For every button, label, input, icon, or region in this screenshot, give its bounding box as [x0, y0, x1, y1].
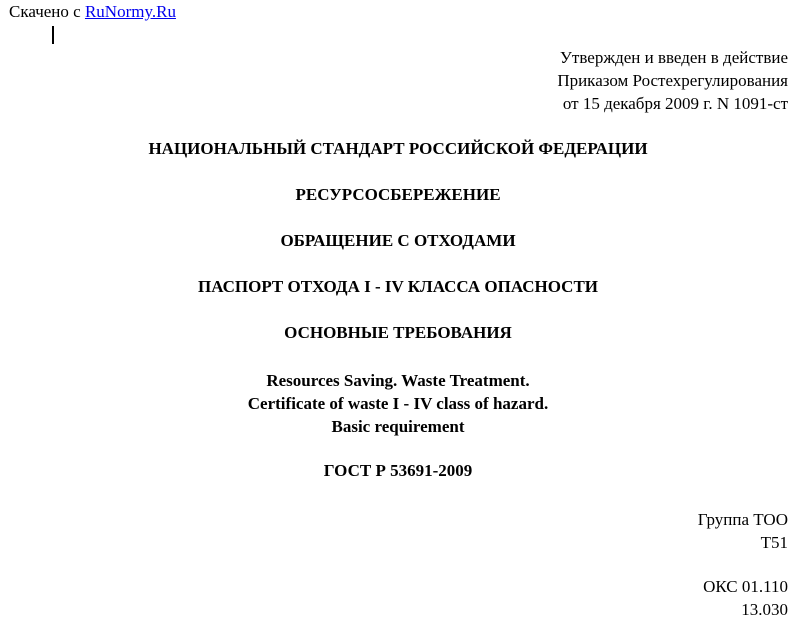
english-title-line-3: Basic requirement	[331, 417, 465, 436]
standard-designation: ГОСТ Р 53691-2009	[323, 461, 473, 480]
group-label: Группа ТОО	[697, 510, 788, 529]
resource-saving-heading: РЕСУРСОСБЕРЕЖЕНИЕ	[295, 185, 501, 204]
approval-block	[557, 46, 788, 115]
group-block	[698, 508, 788, 554]
waste-handling-heading: ОБРАЩЕНИЕ С ОТХОДАМИ	[280, 231, 516, 250]
oks-code-1: ОКС 01.110	[703, 577, 788, 596]
approval-line-1: Утвержден и введен в действие	[559, 48, 788, 67]
oks-code-2: 13.030	[741, 600, 788, 619]
group-code: Т51	[760, 533, 788, 552]
oks-block	[703, 575, 788, 621]
approval-line-2: Приказом Ростехрегулирования	[557, 71, 788, 90]
requirements-heading: ОСНОВНЫЕ ТРЕБОВАНИЯ	[284, 323, 512, 342]
english-title	[0, 369, 794, 438]
national-standard-heading: НАЦИОНАЛЬНЫЙ СТАНДАРТ РОССИЙСКОЙ ФЕДЕРАЦИИ	[148, 139, 648, 158]
source-line	[9, 2, 176, 22]
english-title-line-1: Resources Saving. Waste Treatment.	[266, 371, 530, 390]
approval-line-3: от 15 декабря 2009 г. N 1091-ст	[562, 94, 788, 113]
text-cursor	[52, 26, 54, 44]
passport-heading: ПАСПОРТ ОТХОДА I - IV КЛАССА ОПАСНОСТИ	[197, 277, 599, 296]
source-link[interactable]: RuNormy.Ru	[84, 2, 176, 21]
source-prefix: Скачено с	[9, 2, 85, 21]
english-title-line-2: Certificate of waste I - IV class of hazard.	[247, 394, 549, 413]
